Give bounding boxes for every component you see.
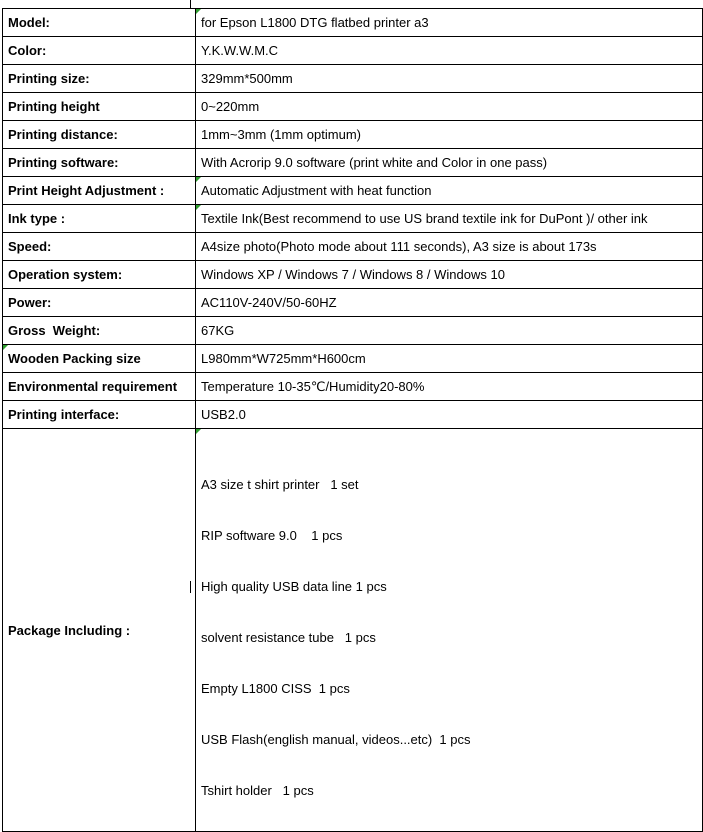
row-value: for Epson L1800 DTG flatbed printer a3 [201, 15, 429, 30]
printing-height-value-cell [196, 93, 703, 121]
spec-row-printing-interface [3, 401, 703, 429]
printing-distance-value-cell [196, 121, 703, 149]
color-label-cell [3, 37, 196, 65]
print-height-adjustment-value-cell [196, 177, 703, 205]
spec-row-color [3, 37, 703, 65]
printing-interface-label-cell [3, 401, 196, 429]
spec-row-operation-system [3, 261, 703, 289]
row-label: Ink type : [8, 211, 66, 226]
printing-height-label-cell [3, 93, 196, 121]
spec-row-printing-size [3, 65, 703, 93]
row-label: Color: [8, 43, 47, 58]
wooden-packing-size-label-cell [3, 345, 196, 373]
power-value-cell [196, 289, 703, 317]
row-value: 67KG [201, 323, 235, 338]
row-value: 0~220mm [201, 99, 260, 114]
row-value: 329mm*500mm [201, 71, 293, 86]
spec-row-ink-type [3, 205, 703, 233]
row-label: Speed: [8, 239, 52, 254]
spec-row-wooden-packing-size [3, 345, 703, 373]
row-label: Operation system: [8, 267, 123, 282]
package-item: solvent resistance tube 1 pcs [201, 630, 376, 645]
printing-interface-value-cell [196, 401, 703, 429]
operation-system-label-cell [3, 261, 196, 289]
row-label: Printing software: [8, 155, 119, 170]
package-item: Empty L1800 CISS 1 pcs [201, 681, 350, 696]
gross-weight-label-cell [3, 317, 196, 345]
row-value: Temperature 10-35℃/Humidity20-80% [201, 379, 425, 394]
row-value: Textile Ink(Best recommend to use US brand textile ink for DuPont )/ other ink [201, 211, 648, 226]
cell-flag-icon [196, 205, 201, 210]
spec-row-power [3, 289, 703, 317]
spec-row-printing-distance [3, 121, 703, 149]
model-label-cell [3, 9, 196, 37]
environmental-requirement-label-cell [3, 373, 196, 401]
row-value: AC110V-240V/50-60HZ [201, 295, 337, 310]
row-value: With Acrorip 9.0 software (print white and Color in one pass) [201, 155, 548, 170]
spec-row-printing-height [3, 93, 703, 121]
package-including-label-cell [3, 429, 196, 832]
row-label: Power: [8, 295, 52, 310]
row-value: USB2.0 [201, 407, 246, 422]
ink-type-value-cell [196, 205, 703, 233]
package-item: RIP software 9.0 1 pcs [201, 528, 343, 543]
ink-type-label-cell [3, 205, 196, 233]
row-label: Wooden Packing size [8, 351, 141, 366]
row-value: Y.K.W.W.M.C [201, 43, 279, 58]
cell-flag-icon [196, 429, 201, 434]
row-label: Package Including : [8, 622, 131, 638]
speed-label-cell [3, 233, 196, 261]
package-item: USB Flash(english manual, videos...etc) 1 pcs [201, 732, 471, 747]
printing-size-value-cell [196, 65, 703, 93]
model-value-cell [196, 9, 703, 37]
row-label: Gross Weight: [8, 323, 101, 338]
cell-flag-icon [196, 177, 201, 182]
package-item: Tshirt holder 1 pcs [201, 783, 314, 798]
row-label: Printing size: [8, 71, 90, 86]
row-value: L980mm*W725mm*H600cm [201, 351, 366, 366]
printing-distance-label-cell [3, 121, 196, 149]
row-label: Printing height [8, 99, 100, 114]
print-height-adjustment-label-cell [3, 177, 196, 205]
gross-weight-value-cell [196, 317, 703, 345]
row-value: A4size photo(Photo mode about 111 seconds), A3 size is about 173s [201, 239, 597, 254]
wooden-packing-size-value-cell [196, 345, 703, 373]
package-including-value-cell [196, 429, 703, 832]
printing-software-label-cell [3, 149, 196, 177]
spec-table [2, 8, 703, 832]
printing-size-label-cell [3, 65, 196, 93]
printing-software-value-cell [196, 149, 703, 177]
package-item: A3 size t shirt printer 1 set [201, 477, 359, 492]
row-value: Windows XP / Windows 7 / Windows 8 / Windows 10 [201, 267, 505, 282]
speed-value-cell [196, 233, 703, 261]
spec-row-gross-weight [3, 317, 703, 345]
spec-row-package-including [3, 429, 703, 832]
cell-flag-icon [196, 9, 201, 14]
cell-flag-icon [3, 345, 8, 350]
spec-row-speed [3, 233, 703, 261]
row-label: Printing distance: [8, 127, 118, 142]
row-label: Printing interface: [8, 407, 120, 422]
row-value: 1mm~3mm (1mm optimum) [201, 127, 361, 142]
spec-row-environmental-requirement [3, 373, 703, 401]
environmental-requirement-value-cell [196, 373, 703, 401]
spec-row-model [3, 9, 703, 37]
row-label: Model: [8, 15, 50, 30]
row-label: Print Height Adjustment : [8, 183, 165, 198]
color-value-cell [196, 37, 703, 65]
spec-row-print-height-adjustment [3, 177, 703, 205]
power-label-cell [3, 289, 196, 317]
row-label: Environmental requirement [8, 379, 178, 394]
column-divider-stub-top [190, 0, 191, 8]
operation-system-value-cell [196, 261, 703, 289]
spec-row-printing-software [3, 149, 703, 177]
row-value: Automatic Adjustment with heat function [201, 183, 432, 198]
package-item: High quality USB data line 1 pcs [201, 579, 387, 594]
